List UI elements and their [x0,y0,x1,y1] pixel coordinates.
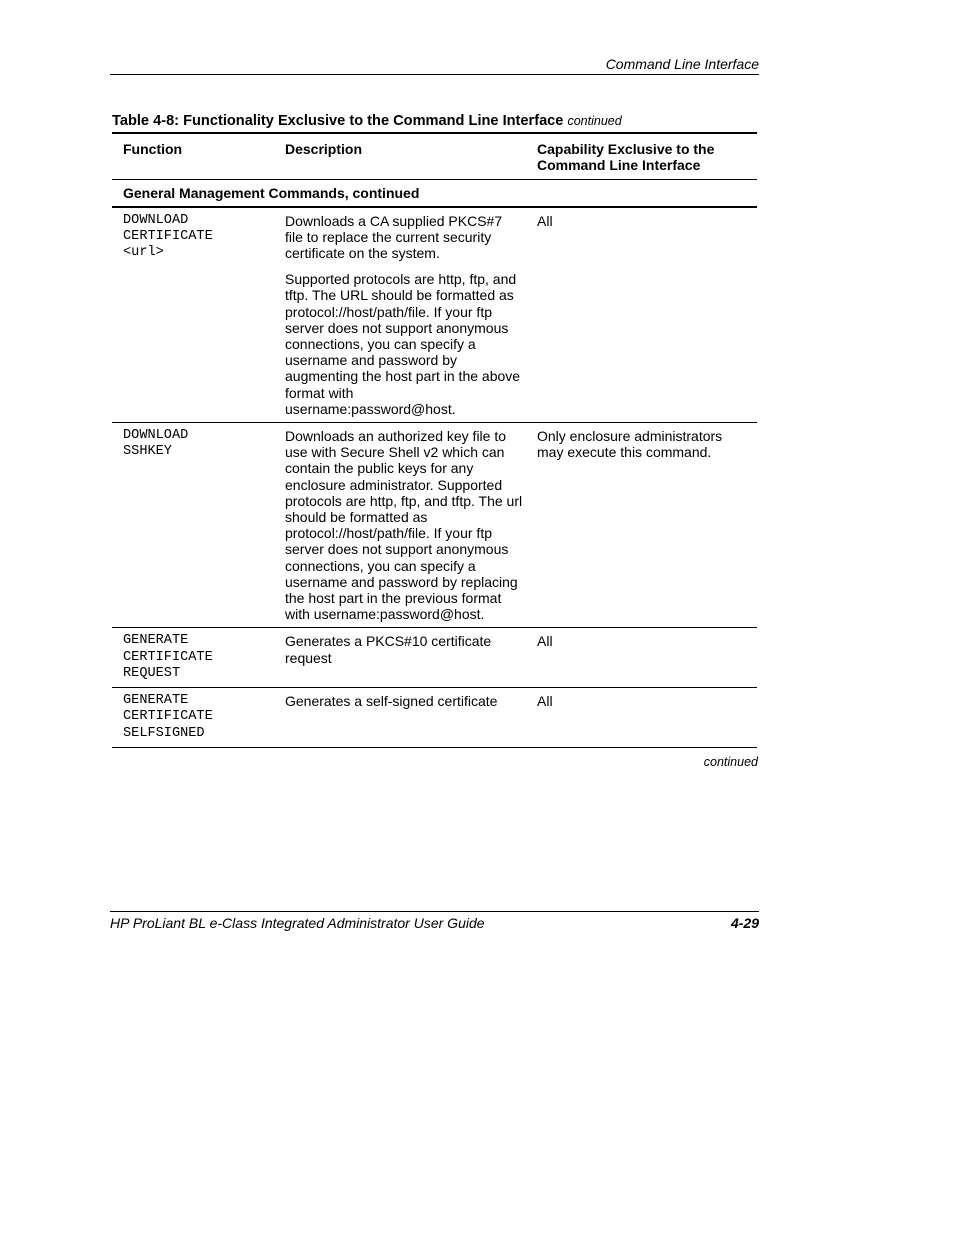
description-paragraph: Downloads a CA supplied PKCS#7 file to replace the current security certificate on the system. [285,212,503,262]
table-row [112,207,757,423]
column-header-capability: Capability Exclusive to the Command Line Interface [525,133,757,180]
capability-cell: Only enclosure administrators may execute this command. [525,423,757,628]
table-caption-text: Table 4-8: Functionality Exclusive to the Command Line Interface [112,113,564,129]
section-title: General Management Commands, continued [112,180,757,207]
description-paragraph: Supported protocols are http, ftp, and tftp. The URL should be formatted as protocol://host/path/file. If your ftp server does not support anonymous connections, you can specify a username and password by augmenting the host part in the above format with username:password@host. [285,271,521,417]
function-line: <url> [123,245,164,261]
function-line: CERTIFICATE [123,228,213,244]
function-line: CERTIFICATE [123,649,213,665]
function-line: DOWNLOAD [123,428,189,444]
function-line: CERTIFICATE [123,709,213,725]
capability-cell: All [525,628,757,688]
column-header-description: Description [273,133,525,180]
running-footer [110,911,759,936]
table-continued-note: continued [703,755,758,769]
function-line: SELFSIGNED [123,725,205,741]
footer-book-title: HP ProLiant BL e-Class Integrated Administrator User Guide [110,915,485,931]
description-cell [273,688,525,748]
section-row [112,180,757,207]
function-cell [112,628,273,688]
description-cell [273,423,525,628]
table-caption [112,113,622,129]
function-line: DOWNLOAD [123,212,189,228]
function-line: GENERATE [123,633,189,649]
description-cell [273,207,525,423]
table-row [112,423,757,628]
function-cell [112,207,273,423]
table-row [112,628,757,688]
function-line: GENERATE [123,693,189,709]
description-cell [273,628,525,688]
footer-page-number: 4-29 [730,915,759,931]
running-header [110,55,759,75]
column-header-function: Function [112,133,273,180]
running-header-title: Command Line Interface [605,56,759,72]
function-cell [112,688,273,748]
table-row [112,688,757,748]
description-paragraph: Generates a self-signed certificate [285,693,498,710]
capability-cell: All [525,207,757,423]
description-paragraph: Generates a PKCS#10 certificate request [285,633,492,666]
capability-cell: All [525,688,757,748]
table-header-row [112,133,757,180]
description-paragraph: Downloads an authorized key file to use with Secure Shell v2 which can contain the public keys for any enclosure administrator. Supported protocols are http, ftp, and tftp. The url should be formatted as protocol://host/path/file. If your ftp server does not support anonymous connections, you can specify a username and password by replacing the host part in the previous format with username:password@host. [285,428,523,623]
table-caption-continued: continued [567,114,622,128]
function-cell [112,423,273,628]
function-line: REQUEST [123,665,181,681]
function-line: SSHKEY [123,444,172,460]
functionality-table [112,132,757,748]
